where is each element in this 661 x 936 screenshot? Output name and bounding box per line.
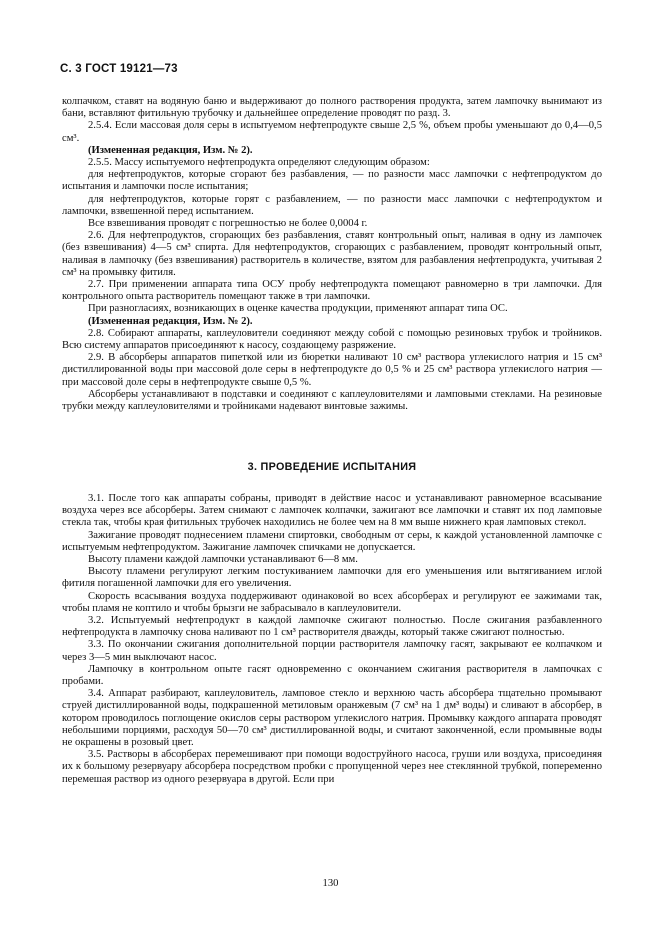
section-2-continuation (62, 96, 602, 413)
page-number: 130 (322, 878, 339, 889)
paragraph: для нефтепродуктов, которые горят с разбавлением, — по разности масс лампочки с нефтепродуктом и лампочки, взвешенной перед испытанием. (62, 193, 602, 217)
paragraph: Все взвешивания проводят с погрешностью не более 0,0004 г. (88, 218, 368, 230)
paragraph: 2.8. Собирают аппараты, каплеуловители соединяют между собой с помощью резиновых трубок и тройников. Всю систему аппаратов присоединяют к насосу, создающему разряжение. (62, 327, 602, 352)
paragraph: 3.2. Испытуемый нефтепродукт в каждой лампочке сжигают полностью. После сжигания разбавленного нефтепродукта в лампочку снова наливают по 1 см³ растворителя дважды, который также сжигают полностью. (62, 615, 602, 639)
amendment-note: (Измененная редакция, Изм. № 2). (88, 315, 253, 327)
paragraph: 3.1. После того как аппараты собраны, приводят в действие насос и устанавливают равномерное всасывание воздуха через все абсорберы. Затем снимают с лампочек колпачки, зажигают все лампочки и ставят их под ламповые стекла так, чтобы края фитильных трубочек находились не более чем на 8 мм выше нижнего края ламповых стекол. (62, 493, 602, 529)
paragraph: 2.5.4. Если массовая доля серы в испытуемом нефтепродукте свыше 2,5 %, объем пробы уменьшают до 0,4—0,5 см³. (62, 120, 602, 144)
paragraph: для нефтепродуктов, которые сгорают без разбавления, — по разности масс лампочки с нефтепродуктом до испытания и лампочки после испытания; (62, 169, 602, 193)
paragraph: 2.5.5. Массу испытуемого нефтепродукта определяют следующим образом: (88, 157, 430, 169)
paragraph: колпачком, ставят на водяную баню и выдерживают до полного растворения продукта, затем лампочку вынимают из бани, вставляют фитильную трубочку и дальнейшее определение проводят по разд. 3. (62, 96, 602, 120)
paragraph: 2.6. Для нефтепродуктов, сгорающих без разбавления, ставят контрольный опыт, наливая в одну из лампочек (без взвешивания) 4—5 см³ спирта. Для нефтепродуктов, сгорающих с разбавлением, проводят контрольный опыт, наливая в лампочку (без взвешивания) растворитель в количестве, взятом для разбавления нефтепродукта, учитывая 2 см³ на промывку фитиля. (62, 230, 602, 278)
running-header: С. 3 ГОСТ 19121—73 (60, 63, 178, 75)
paragraph: Скорость всасывания воздуха поддерживают одинаковой во всех абсорберах и регулируют ее зажимами так, чтобы пламя не коптило и чтобы брызги не забрасывало в каплеуловители. (62, 590, 602, 614)
paragraph: Зажигание проводят поднесением пламени спиртовки, свободным от серы, к каждой установленной лампочке с испытуемым нефтепродуктом. Зажигание лампочек спичками не допускается. (62, 529, 602, 553)
paragraph: При разногласиях, возникающих в оценке качества продукции, применяют аппарат типа ОС. (88, 303, 508, 315)
paragraph: 2.9. В абсорберы аппаратов пипеткой или из бюретки наливают 10 см³ раствора углекислого натрия и 15 см³ дистиллированной воды при массовой доле серы в нефтепродукте до 0,5 % и 25 см³ раствора углекислого натрия — при массовой доле серы в нефтепродукте свыше 0,5 %. (62, 352, 602, 388)
paragraph: 3.3. По окончании сжигания дополнительной порции растворителя лампочку гасят, закрывают ее колпачком и через 3—5 мин выключают насос. (62, 639, 602, 663)
section-3-body (62, 493, 602, 786)
paragraph: Лампочку в контрольном опыте гасят одновременно с окончанием сжигания растворителя в лампочках с пробами. (62, 663, 602, 688)
paragraph: 3.5. Растворы в абсорберах перемешивают при помощи водоструйного насоса, груши или воздуха, присоединяя их к большому резервуару абсорбера посредством пробки с пропущенной через нее стеклянной трубкой, попеременно перемешая раствор из одного резервуара в другой. Если при (62, 749, 602, 785)
amendment-note: (Измененная редакция, Изм. № 2). (88, 144, 253, 156)
section-heading: 3. ПРОВЕДЕНИЕ ИСПЫТАНИЯ (247, 461, 417, 473)
paragraph: Абсорберы устанавливают в подставки и соединяют с каплеуловителями и ламповыми стеклами. На резиновые трубки между каплеуловителями и тройниками надевают винтовые зажимы. (62, 388, 602, 413)
paragraph: 3.4. Аппарат разбирают, каплеуловитель, ламповое стекло и верхнюю часть абсорбера тщательно промывают струей дистиллированной воды, подкрашенной метиловым оранжевым (7 см³ на 1 дм³ воды) и сливают в абсорбер, в котором проводилось поглощение окислов серы раствором углекислого натрия. Промывку каждого аппарата проводят небольшими порциями, расходуя 50—70 см³ дистиллированной воды, и считают законченной, если промывные воды не окрашены в розовый цвет. (62, 688, 602, 749)
paragraph: 2.7. При применении аппарата типа ОСУ пробу нефтепродукта помещают равномерно в три лампочки. Для контрольного опыта растворитель помещают также в три лампочки. (62, 279, 602, 303)
paragraph: Высоту пламени регулируют легким постукиванием лампочки для его уменьшения или вытягиванием иглой фитиля погашенной лампочки для его увеличения. (62, 566, 602, 590)
paragraph: Высоту пламени каждой лампочки устанавливают 6—8 мм. (88, 554, 358, 566)
